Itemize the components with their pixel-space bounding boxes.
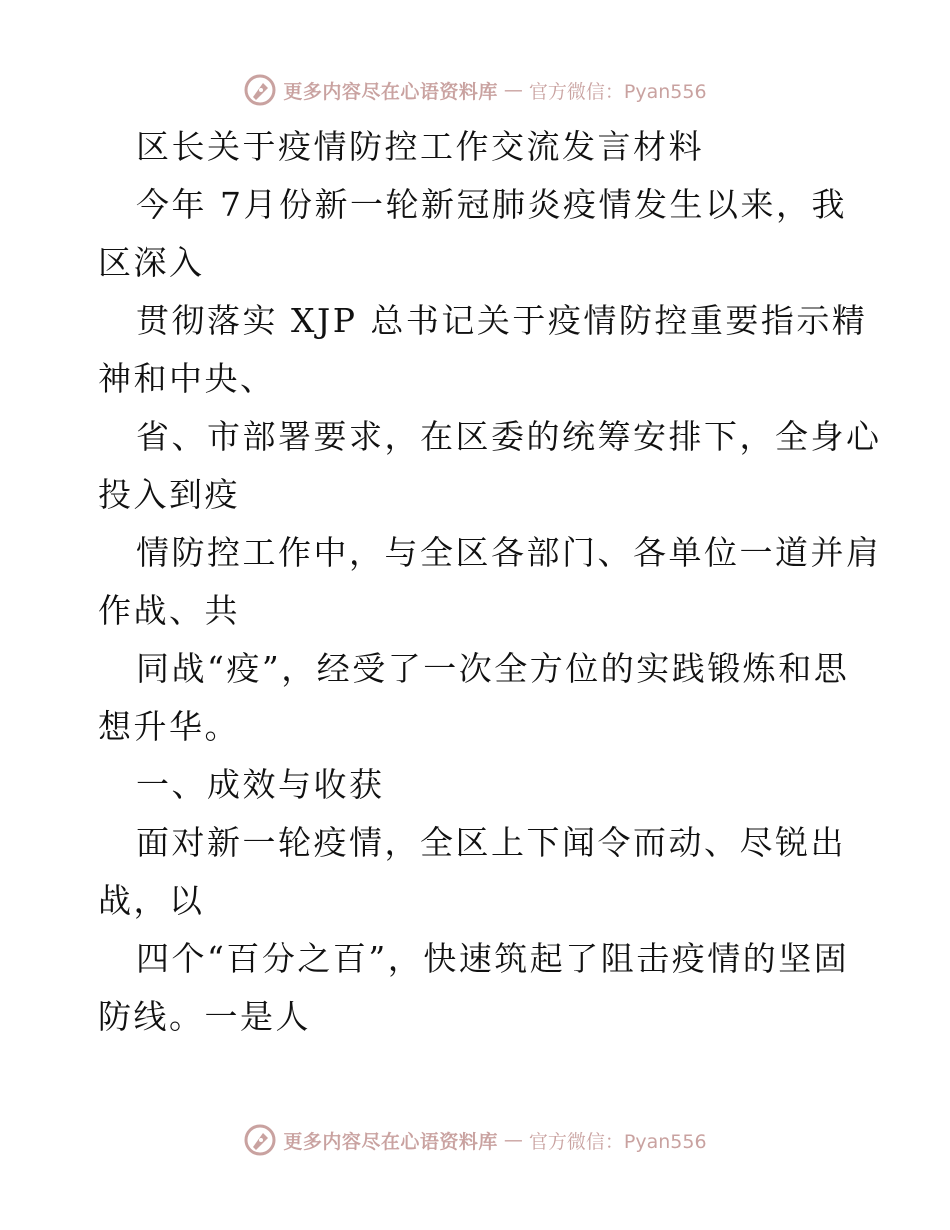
banner-wechat-text: 官方微信：Pyan556 (528, 1130, 707, 1153)
paragraph-line: 神和中央、 (98, 359, 276, 398)
paragraph-line: 想升华。 (98, 707, 240, 746)
paragraph-line: 省、市部署要求，在区委的统筹安排下，全身心 (136, 417, 882, 456)
paragraph-line: 情防控工作中，与全区各部门、各单位一道并肩 (136, 533, 882, 572)
banner-separator: — (503, 1129, 523, 1151)
paragraph-line: 投入到疫 (98, 475, 240, 514)
banner-main-text: 更多内容尽在心语资料库 (283, 1130, 498, 1153)
section-heading: 一、成效与收获 (136, 765, 385, 804)
document-body (98, 118, 882, 1046)
paragraph-line: 区深入 (98, 243, 205, 282)
footer-banner (0, 1120, 950, 1160)
paragraph-line: 防线。一是人 (98, 997, 311, 1036)
pen-nib-circle-icon (243, 73, 277, 107)
banner-separator: — (503, 79, 523, 101)
document-title: 区长关于疫情防控工作交流发言材料 (136, 127, 704, 166)
paragraph-line: 今年 7月份新一轮新冠肺炎疫情发生以来，我 (136, 185, 847, 224)
paragraph-line: 贯彻落实 XJP 总书记关于疫情防控重要指示精 (136, 301, 868, 340)
pen-nib-circle-icon (243, 1123, 277, 1157)
paragraph-line: 战，以 (98, 881, 205, 920)
paragraph-line: 作战、共 (98, 591, 240, 630)
paragraph-line: 四个“百分之百”，快速筑起了阻击疫情的坚固 (136, 939, 850, 978)
banner-wechat-text: 官方微信：Pyan556 (528, 80, 707, 103)
paragraph-line: 同战“疫”，经受了一次全方位的实践锻炼和思 (136, 649, 850, 688)
paragraph-line: 面对新一轮疫情，全区上下闻令而动、尽锐出 (136, 823, 846, 862)
banner-main-text: 更多内容尽在心语资料库 (283, 80, 498, 103)
header-banner (0, 70, 950, 110)
